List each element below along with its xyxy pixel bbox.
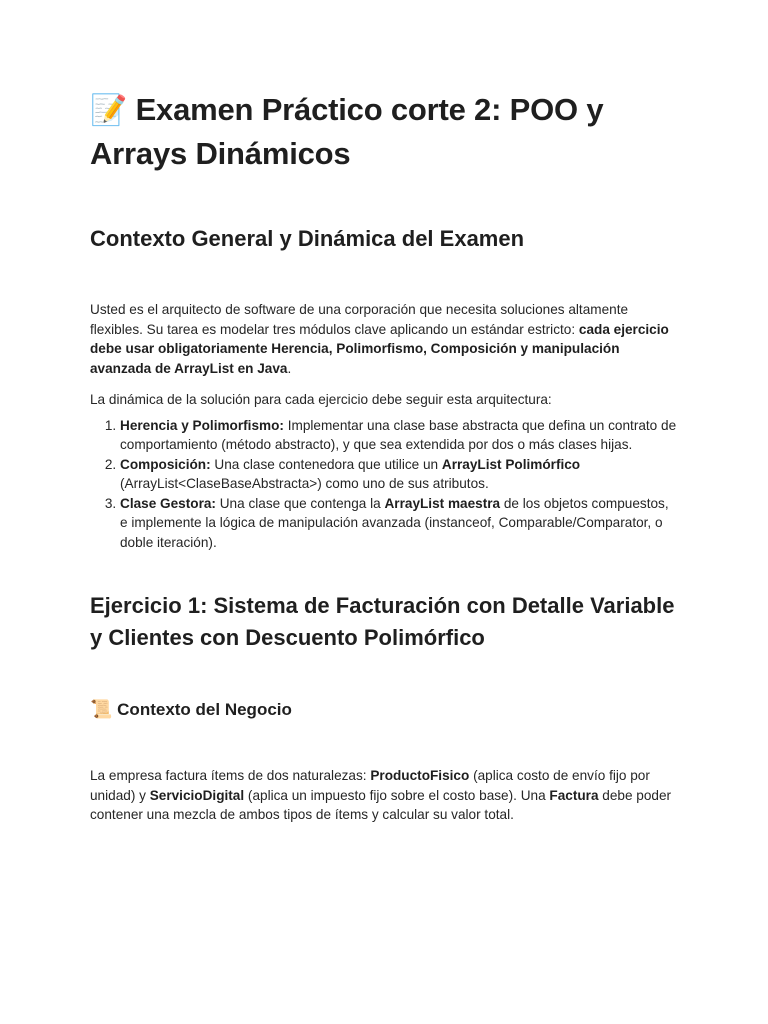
list-item-bold-2: ArrayList maestra xyxy=(384,495,501,511)
list-item xyxy=(120,494,678,553)
business-text-4: debe poder contener una mezcla de ambos tipos de ítems y calcular su valor total. xyxy=(90,787,672,822)
business-context-heading-text: Contexto del Negocio xyxy=(117,700,292,719)
business-bold-servicio-digital: ServicioDigital xyxy=(149,787,245,803)
page-title xyxy=(90,88,678,175)
intro-text-1: Usted es el arquitecto de software de una corporación que necesita soluciones altamente flexibles. Su tarea es modelar tres módulos clave aplicando un estándar estricto: xyxy=(90,302,629,337)
business-text-2: (aplica costo de envío fijo por unidad) y xyxy=(90,768,650,803)
list-item-text-2: (ArrayList<ClaseBaseAbstracta>) como uno de sus atributos. xyxy=(120,476,489,491)
business-paragraph xyxy=(90,766,678,825)
list-item xyxy=(120,455,678,494)
scroll-icon: 📜 xyxy=(90,699,113,720)
business-bold-factura: Factura xyxy=(549,787,599,803)
list-item xyxy=(120,416,678,455)
list-item-bold: Composición: xyxy=(120,456,211,472)
business-bold-producto-fisico: ProductoFisico xyxy=(370,768,470,783)
architecture-list xyxy=(90,416,678,553)
list-item-bold-2: ArrayList Polimórfico xyxy=(441,456,581,472)
list-item-bold: Herencia y Polimorfismo: xyxy=(120,417,284,433)
page-title-text: Examen Práctico corte 2: POO y Arrays Dinámicos xyxy=(90,92,604,171)
business-text-3: (aplica un impuesto fijo sobre el costo base). Una xyxy=(244,787,550,803)
memo-icon: 📝 xyxy=(90,93,128,128)
context-heading: Contexto General y Dinámica del Examen xyxy=(90,226,525,251)
business-context-heading xyxy=(90,698,678,722)
intro-text-2: . xyxy=(287,360,292,376)
business-text-1: La empresa factura ítems de dos naturalezas: xyxy=(90,768,371,783)
dynamic-intro: La dinámica de la solución para cada ejercicio debe seguir esta arquitectura: xyxy=(90,392,552,407)
list-item-text: Una clase que contenga la xyxy=(215,495,385,511)
list-item-text: Implementar una clase base abstracta que defina un contrato de comportamiento (método abstracto), y que sea extendida por dos o más clases hijas. xyxy=(120,417,677,452)
exercise1-heading: Ejercicio 1: Sistema de Facturación con Detalle Variable y Clientes con Descuento Polimórfico xyxy=(90,593,675,650)
intro-bold: cada ejercicio debe usar obligatoriamente Herencia, Polimorfismo, Composición y manipulación avanzada de ArrayList en Java xyxy=(90,321,669,376)
intro-paragraph xyxy=(90,300,678,378)
list-item-text: Una clase contenedora que utilice un xyxy=(210,456,442,472)
list-item-text-2: de los objetos compuestos, e implemente la lógica de manipulación avanzada (instanceof, Comparable/Comparator, o doble iteración). xyxy=(120,495,669,550)
list-item-bold: Clase Gestora: xyxy=(120,495,216,511)
